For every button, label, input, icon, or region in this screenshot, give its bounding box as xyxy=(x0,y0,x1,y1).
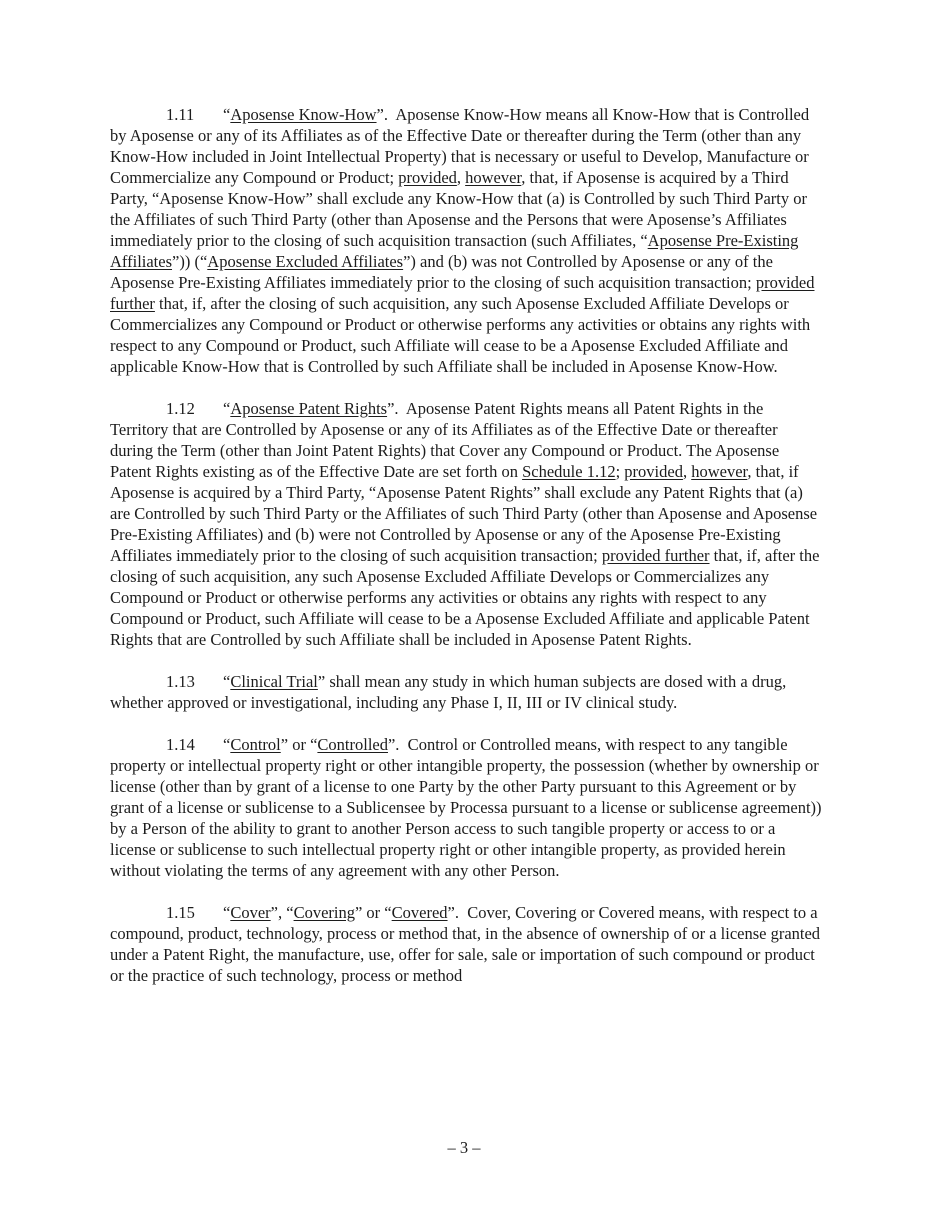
paragraph-text: ” shall mean any study in which human subjects are dosed with a drug, whether approved or investigational, including any Phase I, II, III or IV clinical study. xyxy=(110,672,787,712)
paragraph-text: “ xyxy=(223,903,231,922)
section-paragraph-1-11 xyxy=(110,104,824,377)
section-number: 1.15 xyxy=(166,903,195,922)
defined-term: provided xyxy=(624,462,683,481)
paragraph-text: ”. Cover, Covering or Covered means, with respect to a compound, product, technology, process or method that, in the absence of ownership of or a license granted under a Patent Right, the manufacture, use, offer for sale, sale or importation of such compound or product or the practice of such technology, process or method xyxy=(110,903,821,985)
paragraph-text: , xyxy=(682,462,692,481)
defined-term: Aposense Excluded Affiliates xyxy=(207,252,404,271)
paragraph-text: ”, “ xyxy=(270,903,294,922)
defined-term: Controlled xyxy=(317,735,388,754)
defined-term: Schedule 1.12 xyxy=(522,462,616,481)
paragraph-text: “ xyxy=(223,672,231,691)
paragraph-text: ”) and (b) was not Controlled by Aposense or any of the Aposense Pre-Existing Affiliates immediately prior to the closing of such acquisition transaction; xyxy=(110,252,773,292)
page-number: – 3 – xyxy=(447,1138,481,1157)
section-number: 1.11 xyxy=(166,105,195,124)
defined-term: Covering xyxy=(293,903,355,922)
document-body xyxy=(110,104,824,986)
section-paragraph-1-15 xyxy=(110,902,824,986)
paragraph-text: ”)) (“ xyxy=(172,252,208,271)
paragraph-text: “ xyxy=(223,105,231,124)
defined-term: Aposense Patent Rights xyxy=(230,399,388,418)
paragraph-text: “ xyxy=(223,399,231,418)
paragraph-text: , that, if Aposense is acquired by a Third Party, “Aposense Patent Rights” shall exclude any Patent Rights that (a) are Controlled by such Third Party or the Affiliates of such Third Party (other than Aposense and Aposense Pre-Existing Affiliates) and (b) were not Controlled by Aposense or any of the Aposense Pre-Existing Affiliates immediately prior to the closing of such acquisition transaction; xyxy=(110,462,818,565)
section-number: 1.13 xyxy=(166,672,195,691)
section-paragraph-1-13 xyxy=(110,671,824,713)
paragraph-text: ” or “ xyxy=(354,903,392,922)
defined-term: Control xyxy=(230,735,281,754)
defined-term: Cover xyxy=(230,903,271,922)
paragraph-text: that, if, after the closing of such acquisition, any such Aposense Excluded Affiliate Develops or Commercializes any Compound or Product or otherwise performs any activities or obtains any rights with respect to any Compound or Product, such Affiliate will cease to be a Aposense Excluded Affiliate and applicable Patent Rights that are Controlled by such Affiliate shall be included in Aposense Patent Rights. xyxy=(110,546,820,649)
defined-term: provided further xyxy=(601,546,710,565)
defined-term: Aposense Know-How xyxy=(230,105,377,124)
defined-term: however xyxy=(691,462,748,481)
paragraph-text: ; xyxy=(615,462,625,481)
defined-term: provided further xyxy=(110,273,815,313)
paragraph-text: , that, if Aposense is acquired by a Third Party, “Aposense Know-How” shall exclude any Know-How that (a) is Controlled by such Third Party or the Affiliates of such Third Party (other than Aposense and the Persons that were Aposense’s Affiliates immediately prior to the closing of such acquisition transaction (such Affiliates, “ xyxy=(110,168,807,250)
paragraph-text: “ xyxy=(223,735,231,754)
paragraph-text: that, if, after the closing of such acquisition, any such Aposense Excluded Affiliate Develops or Commercializes any Compound or Product or otherwise performs any activities or obtains any rights with respect to any Compound or Product, such Affiliate will cease to be a Aposense Excluded Affiliate and applicable Know-How that is Controlled by such Affiliate shall be included in Aposense Know-How. xyxy=(110,294,811,376)
defined-term: Covered xyxy=(391,903,448,922)
paragraph-text: ”. Aposense Patent Rights means all Patent Rights in the Territory that are Controlled by Aposense or any of its Affiliates as of the Effective Date or thereafter during the Term (other than Joint Patent Rights) that Cover any Compound or Product. The Aposense Patent Rights existing as of the Effective Date are set forth on xyxy=(110,399,780,481)
defined-term: however xyxy=(465,168,522,187)
section-number: 1.12 xyxy=(166,399,195,418)
section-paragraph-1-12 xyxy=(110,398,824,650)
paragraph-text: ”. Aposense Know-How means all Know-How that is Controlled by Aposense or any of its Affiliates as of the Effective Date or thereafter during the Term (other than any Know-How included in Joint Intellectual Property) that is necessary or useful to Develop, Manufacture or Commercialize any Compound or Product; xyxy=(110,105,810,187)
paragraph-text: ”. Control or Controlled means, with respect to any tangible property or intellectual property right or other intangible property, the possession (whether by ownership or license (other than by grant of a license to one Party by the other Party pursuant to this Agreement or by grant of a license or sublicense to a Sublicensee by Processa pursuant to a license or sublicense agreement)) by a Person of the ability to grant to another Person access to such tangible property or access to or a license or sublicense to such intellectual property right or other intangible property, as provided herein without violating the terms of any agreement with any other Person. xyxy=(110,735,822,880)
defined-term: Aposense Pre-Existing Affiliates xyxy=(110,231,799,271)
paragraph-text: ” or “ xyxy=(280,735,318,754)
section-number: 1.14 xyxy=(166,735,195,754)
paragraph-text: , xyxy=(456,168,466,187)
defined-term: Clinical Trial xyxy=(230,672,318,691)
section-paragraph-1-14 xyxy=(110,734,824,881)
defined-term: provided xyxy=(398,168,457,187)
